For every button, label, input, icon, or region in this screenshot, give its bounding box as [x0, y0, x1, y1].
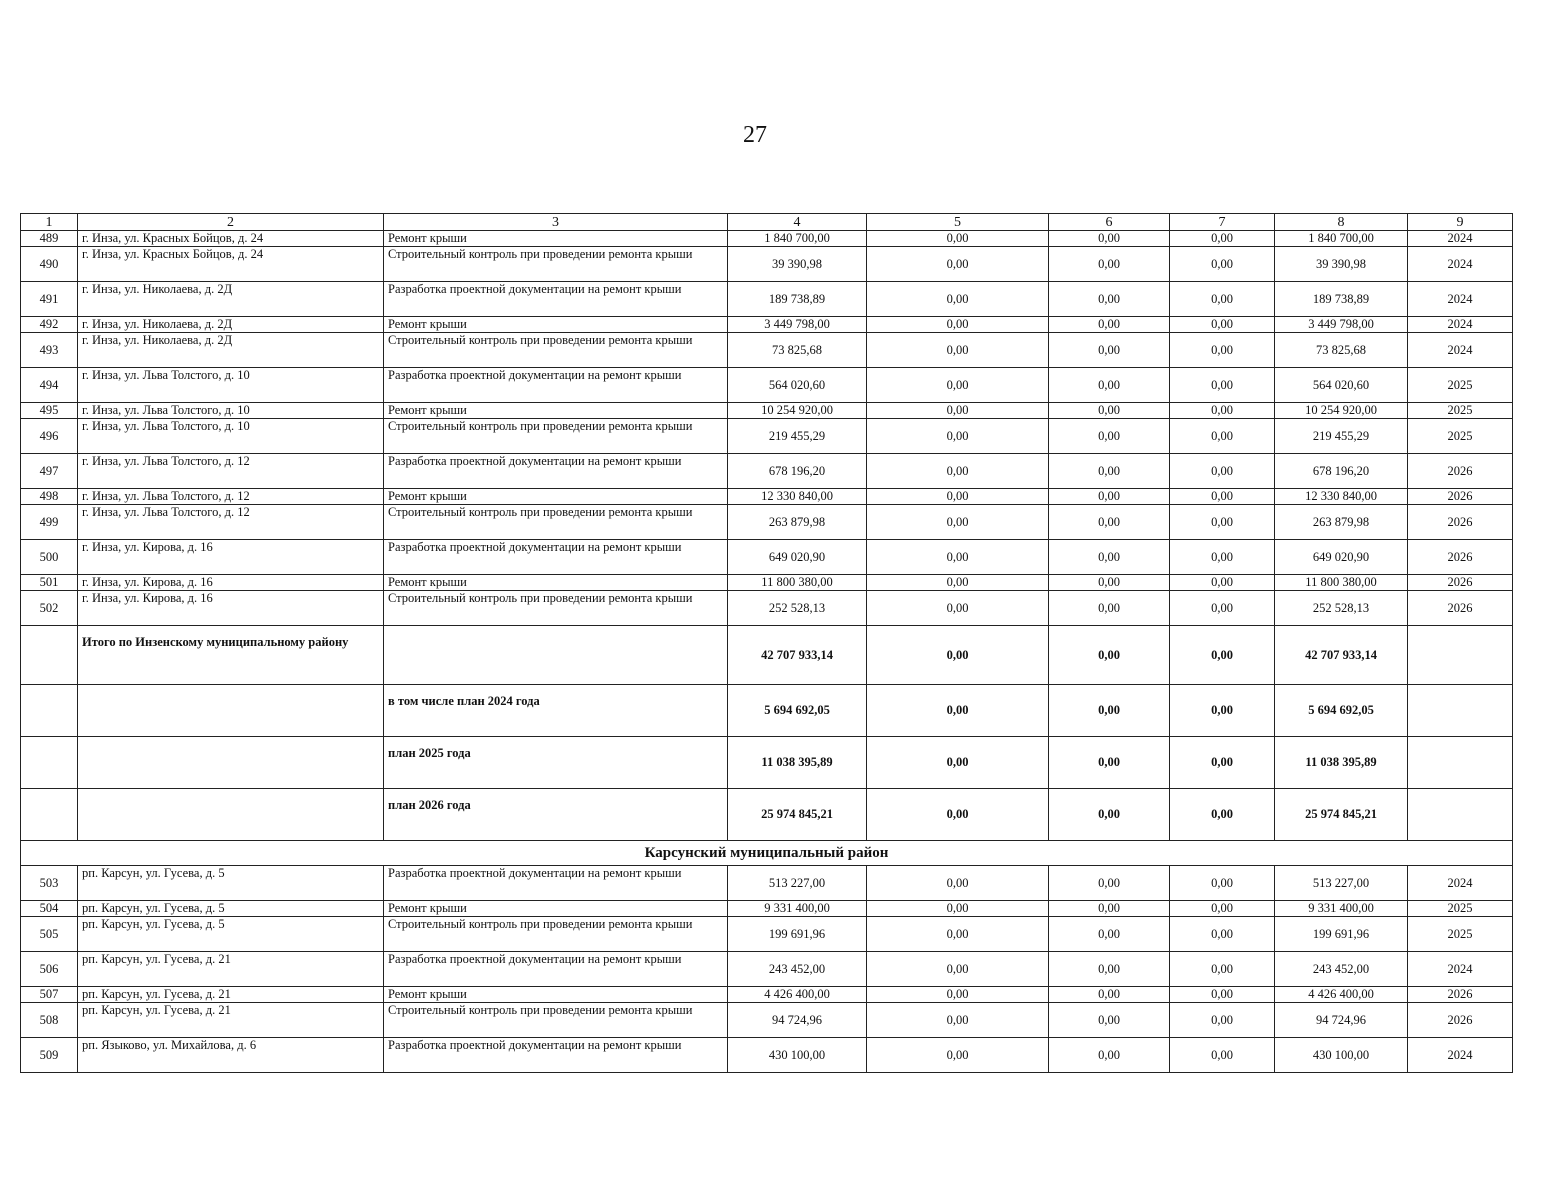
year-cell: 2026	[1408, 1003, 1513, 1038]
work-type-cell: Разработка проектной документации на ремонт крыши	[384, 866, 728, 901]
address-cell	[78, 789, 384, 841]
table-row	[21, 333, 1513, 368]
year-cell: 2026	[1408, 591, 1513, 626]
year-cell: 2026	[1408, 575, 1513, 591]
regional-budget-cell: 0,00	[1049, 987, 1170, 1003]
year-cell: 2024	[1408, 282, 1513, 317]
work-type-cell	[384, 626, 728, 685]
address-cell: рп. Карсун, ул. Гусева, д. 21	[78, 1003, 384, 1038]
fund-cell: 0,00	[867, 247, 1049, 282]
regional-budget-cell: 0,00	[1049, 685, 1170, 737]
row-number: 503	[21, 866, 78, 901]
address-cell: г. Инза, ул. Николаева, д. 2Д	[78, 317, 384, 333]
total-cost-cell: 243 452,00	[728, 952, 867, 987]
local-budget-cell: 0,00	[1170, 505, 1275, 540]
regional-budget-cell: 0,00	[1049, 789, 1170, 841]
col-header: 2	[78, 214, 384, 231]
work-type-cell: Строительный контроль при проведении ремонта крыши	[384, 333, 728, 368]
year-cell: 2024	[1408, 1038, 1513, 1073]
row-number: 495	[21, 403, 78, 419]
work-type-cell-text: план 2025 года	[388, 746, 471, 760]
owners-funds-cell: 243 452,00	[1275, 952, 1408, 987]
fund-cell: 0,00	[867, 1003, 1049, 1038]
fund-cell: 0,00	[867, 737, 1049, 789]
col-header: 3	[384, 214, 728, 231]
work-type-cell: Разработка проектной документации на ремонт крыши	[384, 952, 728, 987]
local-budget-cell: 0,00	[1170, 789, 1275, 841]
owners-funds-cell: 252 528,13	[1275, 591, 1408, 626]
year-cell	[1408, 626, 1513, 685]
table-body	[21, 231, 1513, 1073]
address-cell-text	[82, 738, 379, 744]
local-budget-cell: 0,00	[1170, 626, 1275, 685]
work-type-cell: Ремонт крыши	[384, 231, 728, 247]
regional-budget-cell: 0,00	[1049, 1038, 1170, 1073]
work-type-cell: Строительный контроль при проведении ремонта крыши	[384, 917, 728, 952]
row-number: 509	[21, 1038, 78, 1073]
table-row	[21, 419, 1513, 454]
address-cell-text	[82, 686, 379, 692]
year-cell: 2025	[1408, 419, 1513, 454]
local-budget-cell: 0,00	[1170, 1038, 1275, 1073]
owners-funds-cell: 564 020,60	[1275, 368, 1408, 403]
total-cost-cell: 42 707 933,14	[728, 626, 867, 685]
fund-cell: 0,00	[867, 591, 1049, 626]
owners-funds-cell: 12 330 840,00	[1275, 489, 1408, 505]
work-type-cell: Строительный контроль при проведении ремонта крыши	[384, 247, 728, 282]
owners-funds-cell: 94 724,96	[1275, 1003, 1408, 1038]
row-number	[21, 626, 78, 685]
work-type-cell: Строительный контроль при проведении ремонта крыши	[384, 591, 728, 626]
fund-cell: 0,00	[867, 901, 1049, 917]
table-row	[21, 1038, 1513, 1073]
total-cost-cell: 564 020,60	[728, 368, 867, 403]
col-header: 7	[1170, 214, 1275, 231]
row-number: 491	[21, 282, 78, 317]
table-row	[21, 917, 1513, 952]
year-cell: 2025	[1408, 901, 1513, 917]
year-cell: 2026	[1408, 505, 1513, 540]
fund-cell: 0,00	[867, 789, 1049, 841]
table-row	[21, 247, 1513, 282]
row-number: 507	[21, 987, 78, 1003]
total-cost-cell: 10 254 920,00	[728, 403, 867, 419]
fund-cell: 0,00	[867, 917, 1049, 952]
address-cell: г. Инза, ул. Льва Толстого, д. 10	[78, 368, 384, 403]
year-cell: 2026	[1408, 987, 1513, 1003]
total-cost-cell: 12 330 840,00	[728, 489, 867, 505]
local-budget-cell: 0,00	[1170, 333, 1275, 368]
year-cell: 2024	[1408, 866, 1513, 901]
table-row	[21, 505, 1513, 540]
year-cell: 2026	[1408, 489, 1513, 505]
owners-funds-cell: 189 738,89	[1275, 282, 1408, 317]
row-number: 494	[21, 368, 78, 403]
local-budget-cell: 0,00	[1170, 419, 1275, 454]
owners-funds-cell: 219 455,29	[1275, 419, 1408, 454]
row-number	[21, 789, 78, 841]
col-header: 9	[1408, 214, 1513, 231]
regional-budget-cell: 0,00	[1049, 917, 1170, 952]
row-number: 505	[21, 917, 78, 952]
regional-budget-cell: 0,00	[1049, 1003, 1170, 1038]
fund-cell: 0,00	[867, 1038, 1049, 1073]
owners-funds-cell: 649 020,90	[1275, 540, 1408, 575]
fund-cell: 0,00	[867, 403, 1049, 419]
owners-funds-cell: 11 800 380,00	[1275, 575, 1408, 591]
col-header: 5	[867, 214, 1049, 231]
row-number: 504	[21, 901, 78, 917]
regional-budget-cell: 0,00	[1049, 591, 1170, 626]
work-type-cell	[384, 685, 728, 737]
fund-cell: 0,00	[867, 282, 1049, 317]
table-row	[21, 575, 1513, 591]
page-number: 27	[743, 122, 767, 148]
total-cost-cell: 649 020,90	[728, 540, 867, 575]
total-cost-cell: 25 974 845,21	[728, 789, 867, 841]
total-cost-cell: 219 455,29	[728, 419, 867, 454]
table-row	[21, 489, 1513, 505]
table-row	[21, 952, 1513, 987]
table-row	[21, 454, 1513, 489]
work-type-cell: Ремонт крыши	[384, 489, 728, 505]
year-cell: 2025	[1408, 917, 1513, 952]
table-row	[21, 403, 1513, 419]
work-type-cell: Ремонт крыши	[384, 987, 728, 1003]
address-cell: г. Инза, ул. Льва Толстого, д. 12	[78, 454, 384, 489]
local-budget-cell: 0,00	[1170, 917, 1275, 952]
address-cell: рп. Языково, ул. Михайлова, д. 6	[78, 1038, 384, 1073]
total-cost-cell: 252 528,13	[728, 591, 867, 626]
address-cell: рп. Карсун, ул. Гусева, д. 5	[78, 901, 384, 917]
fund-cell: 0,00	[867, 540, 1049, 575]
address-cell-text: Итого по Инзенскому муниципальному району	[82, 635, 349, 649]
local-budget-cell: 0,00	[1170, 866, 1275, 901]
regional-budget-cell: 0,00	[1049, 403, 1170, 419]
year-cell: 2024	[1408, 952, 1513, 987]
owners-funds-cell: 263 879,98	[1275, 505, 1408, 540]
table-row	[21, 317, 1513, 333]
col-header: 8	[1275, 214, 1408, 231]
address-cell	[78, 685, 384, 737]
address-cell: г. Инза, ул. Николаева, д. 2Д	[78, 333, 384, 368]
address-cell: г. Инза, ул. Льва Толстого, д. 10	[78, 419, 384, 454]
local-budget-cell: 0,00	[1170, 247, 1275, 282]
total-cost-cell: 73 825,68	[728, 333, 867, 368]
year-cell: 2024	[1408, 247, 1513, 282]
year-cell	[1408, 685, 1513, 737]
total-cost-cell: 3 449 798,00	[728, 317, 867, 333]
fund-cell: 0,00	[867, 333, 1049, 368]
total-cost-cell: 199 691,96	[728, 917, 867, 952]
regional-budget-cell: 0,00	[1049, 419, 1170, 454]
regional-budget-cell: 0,00	[1049, 368, 1170, 403]
owners-funds-cell: 42 707 933,14	[1275, 626, 1408, 685]
local-budget-cell: 0,00	[1170, 403, 1275, 419]
work-type-cell: Разработка проектной документации на ремонт крыши	[384, 368, 728, 403]
total-cost-cell: 678 196,20	[728, 454, 867, 489]
total-cost-cell: 39 390,98	[728, 247, 867, 282]
local-budget-cell: 0,00	[1170, 685, 1275, 737]
address-cell: г. Инза, ул. Льва Толстого, д. 10	[78, 403, 384, 419]
address-cell	[78, 626, 384, 685]
local-budget-cell: 0,00	[1170, 540, 1275, 575]
year-cell: 2024	[1408, 231, 1513, 247]
subtotal-row	[21, 685, 1513, 737]
row-number: 501	[21, 575, 78, 591]
total-cost-cell: 4 426 400,00	[728, 987, 867, 1003]
fund-cell: 0,00	[867, 489, 1049, 505]
row-number: 506	[21, 952, 78, 987]
address-cell: г. Инза, ул. Николаева, д. 2Д	[78, 282, 384, 317]
work-type-cell-text: план 2026 года	[388, 798, 471, 812]
fund-cell: 0,00	[867, 952, 1049, 987]
address-cell: г. Инза, ул. Красных Бойцов, д. 24	[78, 231, 384, 247]
work-type-cell: Ремонт крыши	[384, 575, 728, 591]
regional-budget-cell: 0,00	[1049, 317, 1170, 333]
work-type-cell: Строительный контроль при проведении ремонта крыши	[384, 505, 728, 540]
regional-budget-cell: 0,00	[1049, 866, 1170, 901]
work-type-cell: Разработка проектной документации на ремонт крыши	[384, 540, 728, 575]
owners-funds-cell: 199 691,96	[1275, 917, 1408, 952]
row-number: 499	[21, 505, 78, 540]
table-row	[21, 1003, 1513, 1038]
owners-funds-cell: 5 694 692,05	[1275, 685, 1408, 737]
regional-budget-cell: 0,00	[1049, 454, 1170, 489]
address-cell-text	[82, 790, 379, 796]
regional-budget-cell: 0,00	[1049, 737, 1170, 789]
row-number: 502	[21, 591, 78, 626]
regional-budget-cell: 0,00	[1049, 901, 1170, 917]
local-budget-cell: 0,00	[1170, 317, 1275, 333]
work-type-cell	[384, 737, 728, 789]
row-number: 500	[21, 540, 78, 575]
local-budget-cell: 0,00	[1170, 282, 1275, 317]
row-number: 508	[21, 1003, 78, 1038]
regional-budget-cell: 0,00	[1049, 231, 1170, 247]
work-type-cell: Разработка проектной документации на ремонт крыши	[384, 282, 728, 317]
owners-funds-cell: 11 038 395,89	[1275, 737, 1408, 789]
col-header: 1	[21, 214, 78, 231]
local-budget-cell: 0,00	[1170, 952, 1275, 987]
address-cell: г. Инза, ул. Льва Толстого, д. 12	[78, 505, 384, 540]
work-type-cell-text	[388, 627, 723, 633]
total-cost-cell: 263 879,98	[728, 505, 867, 540]
subtotal-row	[21, 626, 1513, 685]
column-number-row	[21, 214, 1513, 231]
regional-budget-cell: 0,00	[1049, 247, 1170, 282]
address-cell: г. Инза, ул. Кирова, д. 16	[78, 540, 384, 575]
regional-budget-cell: 0,00	[1049, 575, 1170, 591]
address-cell: рп. Карсун, ул. Гусева, д. 5	[78, 866, 384, 901]
fund-cell: 0,00	[867, 231, 1049, 247]
owners-funds-cell: 9 331 400,00	[1275, 901, 1408, 917]
table-row	[21, 987, 1513, 1003]
row-number: 496	[21, 419, 78, 454]
fund-cell: 0,00	[867, 626, 1049, 685]
table-row	[21, 901, 1513, 917]
fund-cell: 0,00	[867, 368, 1049, 403]
year-cell: 2026	[1408, 540, 1513, 575]
work-type-cell: Разработка проектной документации на ремонт крыши	[384, 1038, 728, 1073]
local-budget-cell: 0,00	[1170, 901, 1275, 917]
address-cell: рп. Карсун, ул. Гусева, д. 5	[78, 917, 384, 952]
local-budget-cell: 0,00	[1170, 737, 1275, 789]
table-row	[21, 368, 1513, 403]
section-header-row	[21, 841, 1513, 866]
year-cell: 2024	[1408, 333, 1513, 368]
owners-funds-cell: 678 196,20	[1275, 454, 1408, 489]
local-budget-cell: 0,00	[1170, 231, 1275, 247]
row-number: 493	[21, 333, 78, 368]
row-number: 492	[21, 317, 78, 333]
total-cost-cell: 9 331 400,00	[728, 901, 867, 917]
table-row	[21, 231, 1513, 247]
col-header: 6	[1049, 214, 1170, 231]
work-type-cell-text: в том числе план 2024 года	[388, 694, 540, 708]
col-header: 4	[728, 214, 867, 231]
address-cell: г. Инза, ул. Красных Бойцов, д. 24	[78, 247, 384, 282]
address-cell	[78, 737, 384, 789]
regional-budget-cell: 0,00	[1049, 505, 1170, 540]
address-cell: рп. Карсун, ул. Гусева, д. 21	[78, 987, 384, 1003]
work-type-cell: Ремонт крыши	[384, 317, 728, 333]
total-cost-cell: 11 800 380,00	[728, 575, 867, 591]
fund-cell: 0,00	[867, 866, 1049, 901]
work-type-cell	[384, 789, 728, 841]
subtotal-row	[21, 737, 1513, 789]
local-budget-cell: 0,00	[1170, 489, 1275, 505]
regional-budget-cell: 0,00	[1049, 540, 1170, 575]
capital-repair-table	[20, 213, 1513, 1073]
row-number: 497	[21, 454, 78, 489]
fund-cell: 0,00	[867, 505, 1049, 540]
owners-funds-cell: 513 227,00	[1275, 866, 1408, 901]
fund-cell: 0,00	[867, 987, 1049, 1003]
year-cell: 2024	[1408, 317, 1513, 333]
fund-cell: 0,00	[867, 317, 1049, 333]
row-number: 498	[21, 489, 78, 505]
table-row	[21, 540, 1513, 575]
table-row	[21, 591, 1513, 626]
owners-funds-cell: 4 426 400,00	[1275, 987, 1408, 1003]
work-type-cell: Ремонт крыши	[384, 901, 728, 917]
work-type-cell: Строительный контроль при проведении ремонта крыши	[384, 1003, 728, 1038]
owners-funds-cell: 39 390,98	[1275, 247, 1408, 282]
local-budget-cell: 0,00	[1170, 987, 1275, 1003]
row-number: 489	[21, 231, 78, 247]
fund-cell: 0,00	[867, 454, 1049, 489]
row-number: 490	[21, 247, 78, 282]
work-type-cell: Строительный контроль при проведении ремонта крыши	[384, 419, 728, 454]
owners-funds-cell: 1 840 700,00	[1275, 231, 1408, 247]
total-cost-cell: 189 738,89	[728, 282, 867, 317]
address-cell: г. Инза, ул. Кирова, д. 16	[78, 591, 384, 626]
regional-budget-cell: 0,00	[1049, 489, 1170, 505]
total-cost-cell: 11 038 395,89	[728, 737, 867, 789]
total-cost-cell: 513 227,00	[728, 866, 867, 901]
year-cell: 2026	[1408, 454, 1513, 489]
year-cell: 2025	[1408, 403, 1513, 419]
year-cell	[1408, 737, 1513, 789]
total-cost-cell: 5 694 692,05	[728, 685, 867, 737]
year-cell	[1408, 789, 1513, 841]
table-row	[21, 866, 1513, 901]
total-cost-cell: 430 100,00	[728, 1038, 867, 1073]
owners-funds-cell: 73 825,68	[1275, 333, 1408, 368]
fund-cell: 0,00	[867, 419, 1049, 454]
section-title: Карсунский муниципальный район	[21, 841, 1513, 866]
owners-funds-cell: 430 100,00	[1275, 1038, 1408, 1073]
owners-funds-cell: 3 449 798,00	[1275, 317, 1408, 333]
owners-funds-cell: 10 254 920,00	[1275, 403, 1408, 419]
row-number	[21, 685, 78, 737]
regional-budget-cell: 0,00	[1049, 282, 1170, 317]
regional-budget-cell: 0,00	[1049, 333, 1170, 368]
address-cell: г. Инза, ул. Льва Толстого, д. 12	[78, 489, 384, 505]
work-type-cell: Разработка проектной документации на ремонт крыши	[384, 454, 728, 489]
regional-budget-cell: 0,00	[1049, 952, 1170, 987]
fund-cell: 0,00	[867, 575, 1049, 591]
table-row	[21, 282, 1513, 317]
row-number	[21, 737, 78, 789]
local-budget-cell: 0,00	[1170, 575, 1275, 591]
total-cost-cell: 1 840 700,00	[728, 231, 867, 247]
local-budget-cell: 0,00	[1170, 591, 1275, 626]
local-budget-cell: 0,00	[1170, 1003, 1275, 1038]
local-budget-cell: 0,00	[1170, 454, 1275, 489]
subtotal-row	[21, 789, 1513, 841]
address-cell: г. Инза, ул. Кирова, д. 16	[78, 575, 384, 591]
regional-budget-cell: 0,00	[1049, 626, 1170, 685]
owners-funds-cell: 25 974 845,21	[1275, 789, 1408, 841]
total-cost-cell: 94 724,96	[728, 1003, 867, 1038]
fund-cell: 0,00	[867, 685, 1049, 737]
work-type-cell: Ремонт крыши	[384, 403, 728, 419]
year-cell: 2025	[1408, 368, 1513, 403]
local-budget-cell: 0,00	[1170, 368, 1275, 403]
address-cell: рп. Карсун, ул. Гусева, д. 21	[78, 952, 384, 987]
